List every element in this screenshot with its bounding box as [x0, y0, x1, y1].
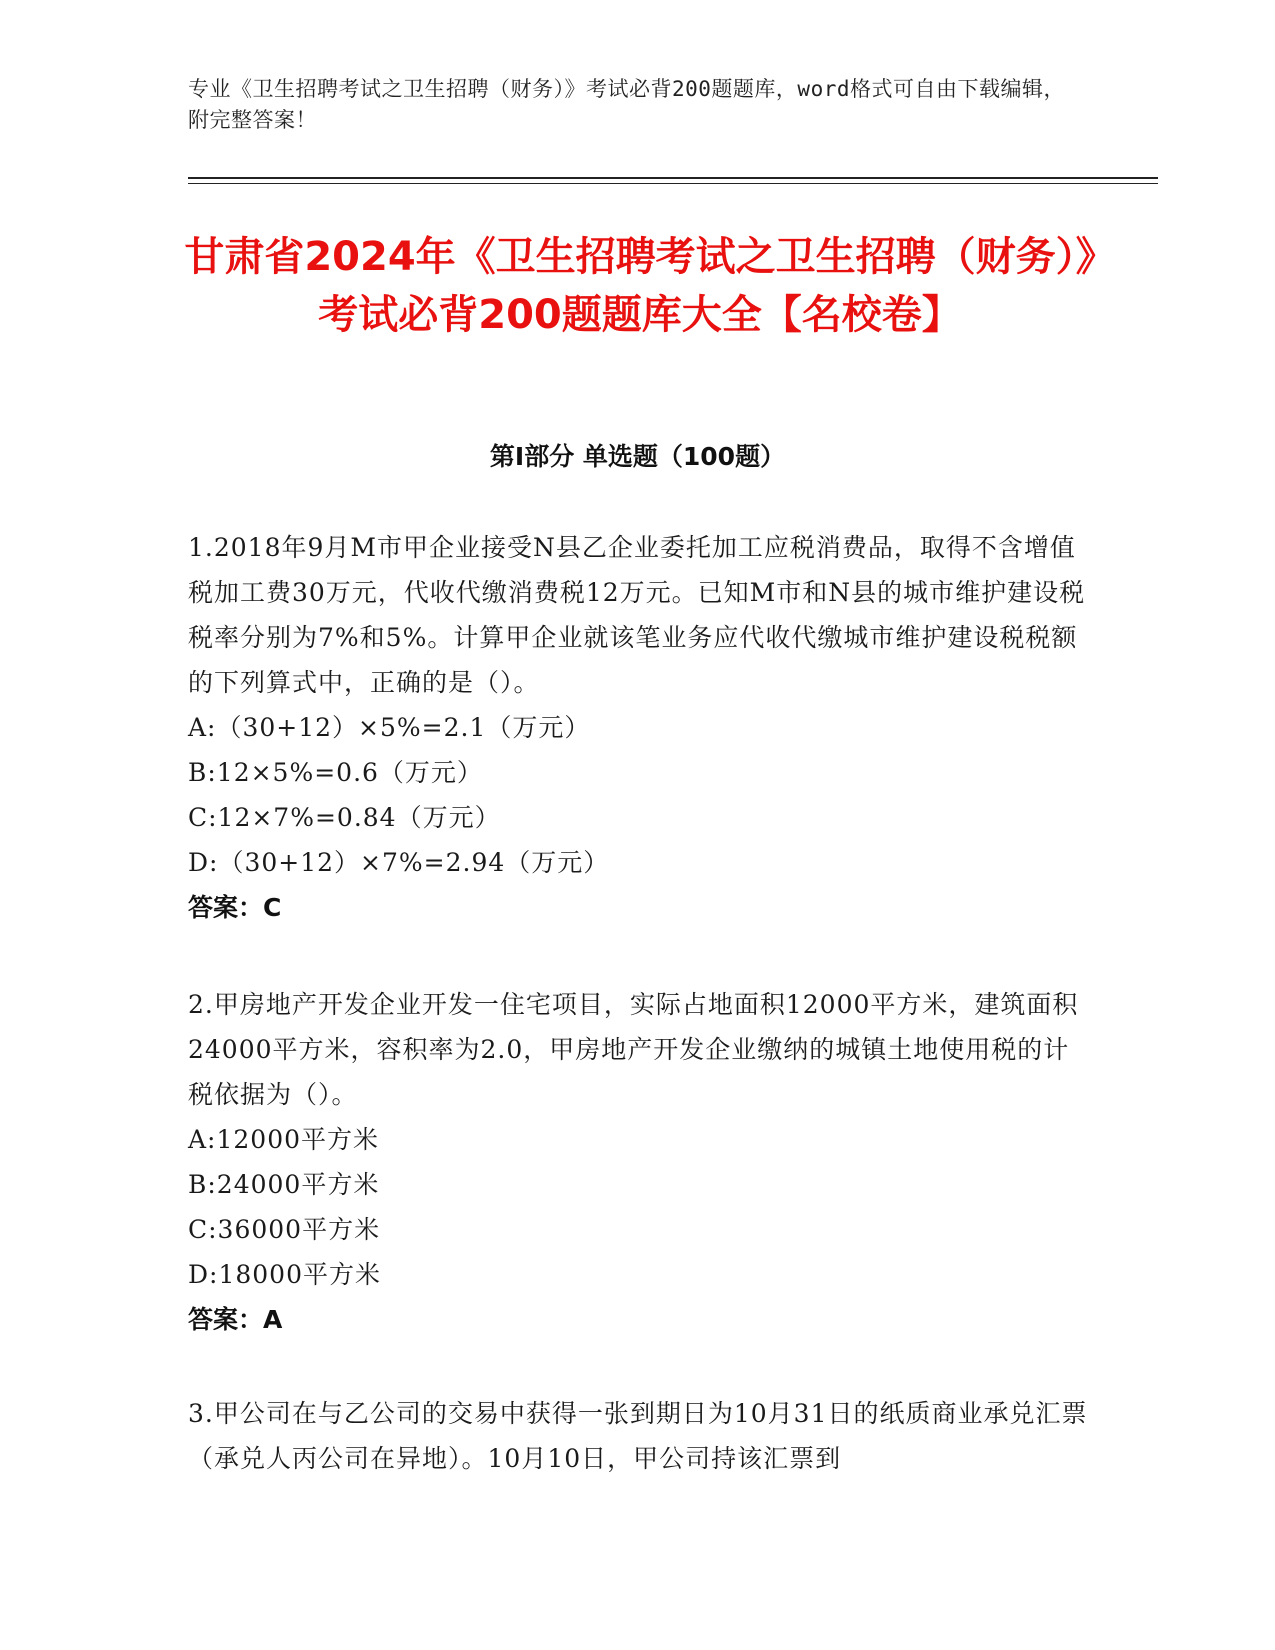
- question-stem: 1.2018年9月M市甲企业接受N县乙企业委托加工应税消费品，取得不含增值税加工费30万元，代收代缴消费税12万元。已知M市和N县的城市维护建设税税率分别为7%和5%。计算甲企业就该笔业务应代收代缴城市维护建设税税额的下列算式中，正确的是（）。: [188, 533, 1086, 697]
- option-d: D:（30+12）×7%=2.94（万元）: [188, 848, 610, 877]
- option-c: C:36000平方米: [188, 1215, 381, 1244]
- question-stem: 2.甲房地产开发企业开发一住宅项目，实际占地面积12000平方米，建筑面积24000平方米，容积率为2.0，甲房地产开发企业缴纳的城镇土地使用税的计税依据为（）。: [188, 990, 1079, 1109]
- option-list: [188, 1117, 1088, 1297]
- section-heading: 第I部分 单选题（100题）: [489, 442, 786, 471]
- option-b: B:24000平方米: [188, 1170, 380, 1199]
- option-c: C:12×7%=0.84（万元）: [188, 803, 501, 832]
- option-a: A:12000平方米: [188, 1125, 380, 1154]
- option-list: [188, 705, 1088, 885]
- document-title: 甘肃省2024年《卫生招聘考试之卫生招聘（财务）》考试必背200题题库大全【名校卷】: [184, 234, 1096, 338]
- question-1: [188, 525, 1088, 930]
- answer-line: 答案：C: [188, 893, 282, 922]
- option-b: B:12×5%=0.6（万元）: [188, 758, 483, 787]
- question-2: [188, 982, 1088, 1342]
- header-divider: [188, 177, 1158, 179]
- header-note: 专业《卫生招聘考试之卫生招聘（财务）》考试必背200题题库，word格式可自由下载编辑，附完整答案！: [188, 77, 1065, 132]
- option-d: D:18000平方米: [188, 1260, 381, 1289]
- option-a: A:（30+12）×5%=2.1（万元）: [188, 713, 591, 742]
- question-stem: 3.甲公司在与乙公司的交易中获得一张到期日为10月31日的纸质商业承兑汇票（承兑人丙公司在异地）。10月10日，甲公司持该汇票到: [188, 1399, 1088, 1473]
- question-3: [188, 1391, 1088, 1481]
- answer-line: 答案：A: [188, 1305, 283, 1334]
- header-divider-thin: [188, 183, 1158, 184]
